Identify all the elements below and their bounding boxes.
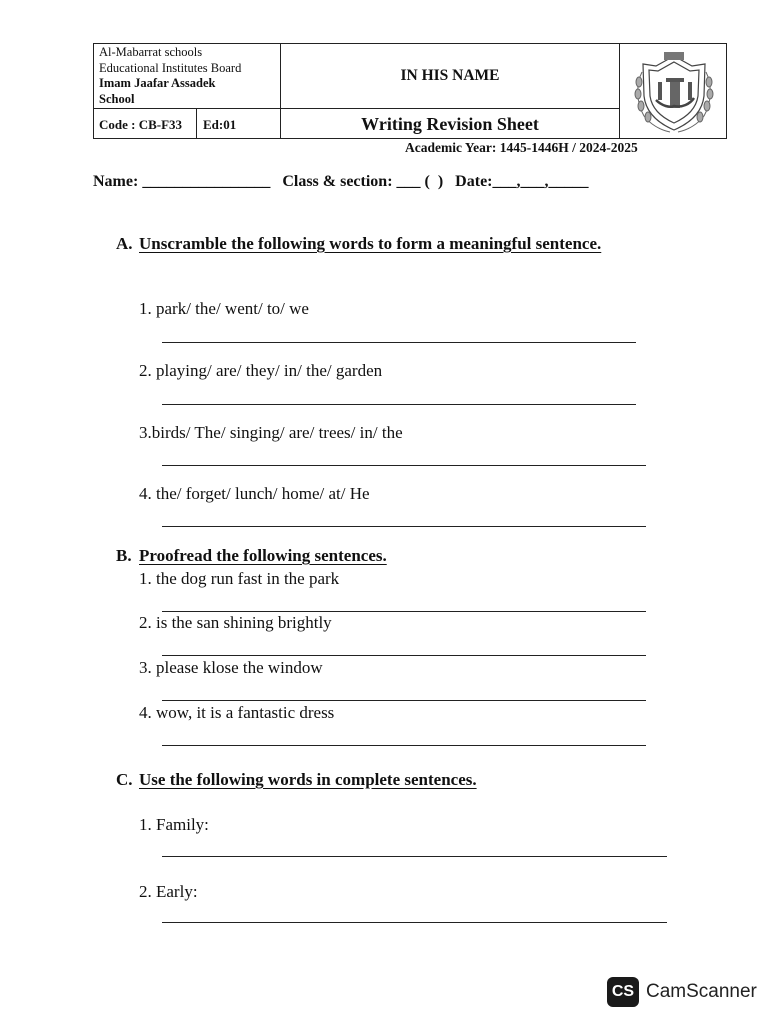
sheet-title: Writing Revision Sheet — [361, 114, 539, 134]
answer-line[interactable] — [162, 526, 646, 527]
list-item: 3.birds/ The/ singing/ are/ trees/ in/ the — [139, 423, 403, 442]
answer-line[interactable] — [162, 465, 646, 466]
list-item: 4. wow, it is a fantastic dress — [139, 703, 335, 722]
answer-line[interactable] — [162, 745, 646, 746]
section-title: Proofread the following sentences. — [139, 546, 387, 565]
list-item: 1. Family: — [139, 815, 209, 834]
school-line: Al-Mabarrat schools — [99, 45, 203, 59]
list-item: 2. playing/ are/ they/ in/ the/ garden — [139, 361, 383, 380]
section-title: Use the following words in complete sentences. — [139, 770, 477, 789]
section-letter: A. — [116, 234, 133, 253]
list-item: 1. park/ the/ went/ to/ we — [139, 299, 309, 318]
school-line: School — [99, 91, 135, 106]
list-item: 2. Early: — [139, 882, 198, 901]
answer-line[interactable] — [162, 404, 636, 405]
school-line: Imam Jaafar Assadek — [99, 76, 216, 90]
list-item: 4. the/ forget/ lunch/ home/ at/ He — [139, 484, 370, 503]
student-info-line[interactable]: Name: ________________ Class & section: ___ ( ) Date:___,___,_____ — [93, 173, 589, 190]
list-item: 2. is the san shining brightly — [139, 613, 332, 632]
camscanner-logo-icon: CS — [607, 977, 639, 1007]
school-crest-icon — [620, 44, 728, 139]
school-line: Educational Institutes Board — [99, 60, 242, 75]
answer-line[interactable] — [162, 655, 646, 656]
section-letter: C. — [116, 770, 133, 789]
divider — [196, 109, 197, 138]
section-letter: B. — [116, 546, 132, 565]
school-name — [99, 45, 241, 107]
form-code: Code : CB-F33 — [99, 117, 183, 132]
academic-year: Academic Year: 1445-1446H / 2024-2025 — [405, 140, 638, 155]
section-title: Unscramble the following words to form a meaningful sentence. — [139, 234, 602, 253]
answer-line[interactable] — [162, 922, 667, 923]
header-top-center: IN HIS NAME — [400, 67, 500, 84]
answer-line[interactable] — [162, 611, 646, 612]
header-table — [93, 43, 727, 139]
divider — [94, 108, 619, 109]
answer-line[interactable] — [162, 856, 667, 857]
list-item: 1. the dog run fast in the park — [139, 569, 340, 588]
list-item: 3. please klose the window — [139, 658, 323, 677]
camscanner-watermark: CamScanner — [646, 981, 757, 1002]
answer-line[interactable] — [162, 700, 646, 701]
answer-line[interactable] — [162, 342, 636, 343]
form-edition: Ed:01 — [203, 117, 237, 132]
